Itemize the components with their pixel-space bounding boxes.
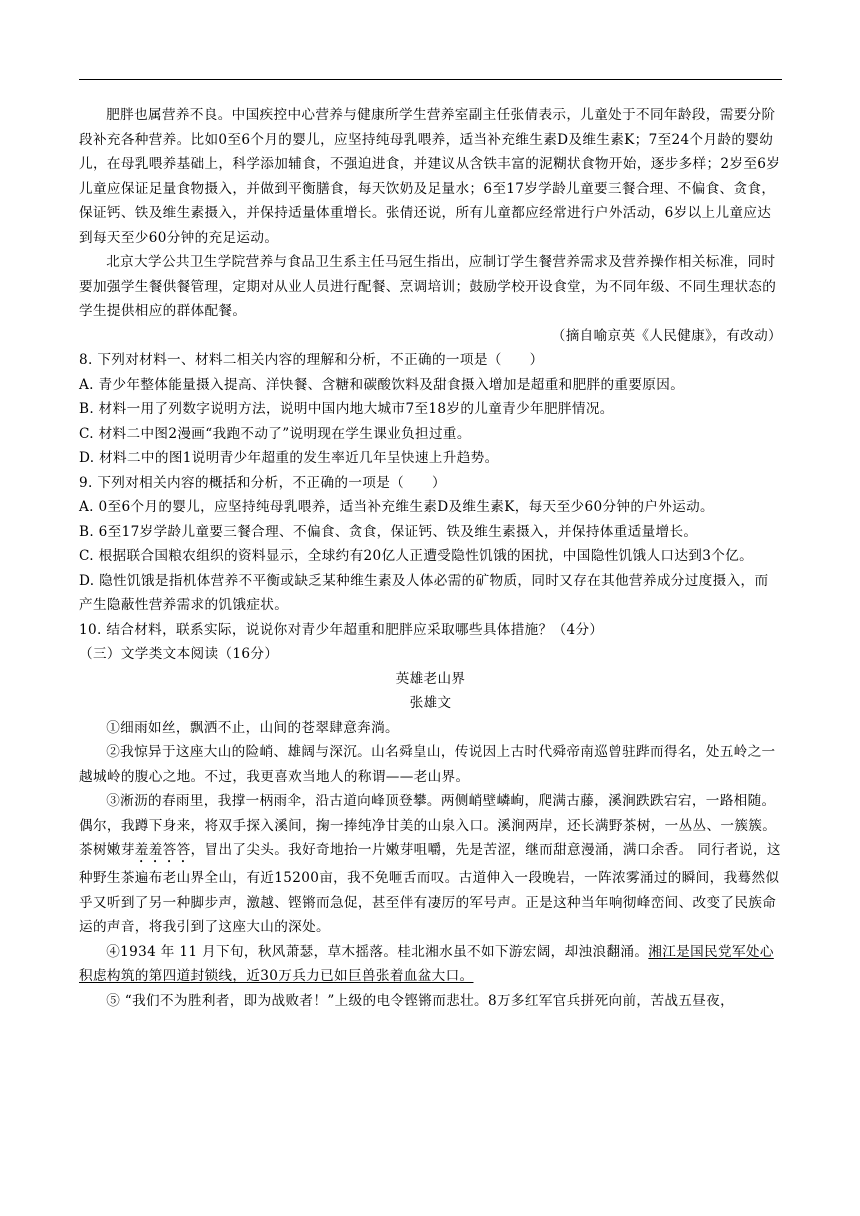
story-paragraph-1: ①细雨如丝，飘洒不止，山间的苍翠肆意奔淌。 [106, 719, 400, 736]
question-8-stem: 8. 下列对材料一、材料二相关内容的理解和分析，不正确的一项是（ ） [79, 352, 544, 368]
story-paragraph-5: ⑤ “我们不为胜利者，即为战败者！”上级的电令铿锵而悲壮。8万多红军官兵拼死向前，苦战五昼夜， [106, 992, 735, 1009]
story-author: 张雄文 [409, 695, 452, 711]
story-paragraph-4-text: ④1934 年 11 月下旬，秋风萧瑟，草木摇落。桂北湘水虽不如下游宏阔，却浊浪翻涌。 [106, 943, 649, 960]
source-citation: （摘自喻京英《人民健康》，有改动） [551, 327, 782, 344]
story-title: 英雄老山界 [395, 670, 466, 687]
underlined-sentence: 湘江是国民党军处心积虑构筑的第四道封锁线，近30万兵力已如巨兽张着血盆大口。 [79, 943, 774, 984]
dotted-phrase: 羞羞答答 [134, 842, 191, 858]
question-9-option-d: D. 隐性饥饿是指机体营养不平衡或缺乏某种维生素及人体必需的矿物质，同时又存在其他营养成分过度摄入，而产生隐蔽性营养需求的饥饿症状。 [79, 572, 769, 613]
question-8-option-c: C. 材料二中图2漫画“我跑不动了”说明现在学生课业负担过重。 [79, 425, 471, 442]
paragraph-school-meals: 北京大学公共卫生学院营养与食品卫生系主任马冠生指出，应制订学生餐营养需求及营养操作相关标准，同时要加强学生餐供餐管理，定期对从业人员进行配餐、烹调培训；鼓励学校开设食堂，为不同年级、不同生理状态的学生提供相应的群体配餐。 [79, 254, 777, 319]
story-paragraph-3-text-b: ，冒出了尖头。我好奇地抬一片嫩芽咀嚼，先是苦涩，继而甜意漫涌，满口余香。 同行者说，这种野生茶遍布老山界全山，有近15200亩，我不免咂舌而叹。古道伸入一段晚岩，一阵浓雾涌过的瞬间，我蓦然似乎又听到了另一种脚步声，激越、铿锵而急促，甚至伴有凄厉的军号声。正是这种当年响彻峰峦间、改变了民族命运的声音，将我引到了这座大山的深处。 [79, 842, 781, 935]
question-9-option-c: C. 根据联合国粮农组织的资料显示，全球约有20亿人正遭受隐性饥饿的困扰，中国隐性饥饿人口达到3个亿。 [79, 548, 754, 564]
header-rule [79, 79, 782, 80]
story-paragraph-3 [79, 789, 782, 940]
question-8-option-b: B. 材料一用了列数字说明方法，说明中国内地大城市7至18岁的儿童青少年肥胖情况。 [79, 401, 614, 417]
section-heading: （三）文学类文本阅读（16分） [79, 646, 279, 662]
question-10: 10. 结合材料，联系实际，说说你对青少年超重和肥胖应采取哪些具体措施？（4分） [79, 621, 604, 638]
story-paragraph-2: ②我惊异于这座大山的险峭、雄阔与深沉。山名舜皇山，传说因上古时代舜帝南巡曾驻跸而得名，处五岭之一越城岭的腹心之地。不过，我更喜欢当地人的称谓——老山界。 [79, 744, 776, 785]
question-8-option-a: A. 青少年整体能量摄入提高、洋快餐、含糖和碳酸饮料及甜食摄入增加是超重和肥胖的重要原因。 [79, 376, 685, 393]
story-paragraph-4 [79, 940, 782, 989]
question-8-option-d: D. 材料二中的图1说明青少年超重的发生率近几年呈快速上升趋势。 [79, 450, 499, 466]
question-9-option-a: A. 0至6个月的婴儿，应坚持纯母乳喂养，适当补充维生素D及维生素K，每天至少60分钟的户外运动。 [79, 499, 715, 515]
question-9-stem: 9. 下列对相关内容的概括和分析，不正确的一项是（ ） [79, 474, 446, 491]
document-page [79, 103, 782, 1013]
story-paragraph-3-text-a: ③淅沥的春雨里，我撑一柄雨伞，沿古道向峰顶登攀。两侧峭壁嶙峋，爬满古藤，溪涧跌跌宕宕，一路相随。偶尔，我蹲下身来，将双手探入溪间，掬一捧纯净甘美的山泉入口。溪涧两岸，还长满野茶树，一丛丛、一簇簇。茶树嫩芽 [79, 793, 777, 858]
paragraph-nutrition-stages: 肥胖也属营养不良。中国疾控中心营养与健康所学生营养室副主任张倩表示，儿童处于不同年龄段，需要分阶段补充各种营养。比如0至6个月的婴儿，应坚持纯母乳喂养，适当补充维生素D及维生素K；7至24个月龄的婴幼儿，在母乳喂养基础上，科学添加辅食，不强迫进食，并建议从含铁丰富的泥糊状食物开始，逐步多样；2岁至6岁儿童应保证足量食物摄入，并做到平衡膳食，每天饮奶及足量水；6至17岁学龄儿童要三餐合理、不偏食、贪食，保证钙、铁及维生素摄入，并保持适量体重增长。张倩还说，所有儿童都应经常进行户外活动，6岁以上儿童应达到每天至少60分钟的充足运动。 [79, 107, 781, 246]
question-9-option-b: B. 6至17岁学龄儿童要三餐合理、不偏食、贪食，保证钙、铁及维生素摄入，并保持体重适量增长。 [79, 523, 698, 540]
